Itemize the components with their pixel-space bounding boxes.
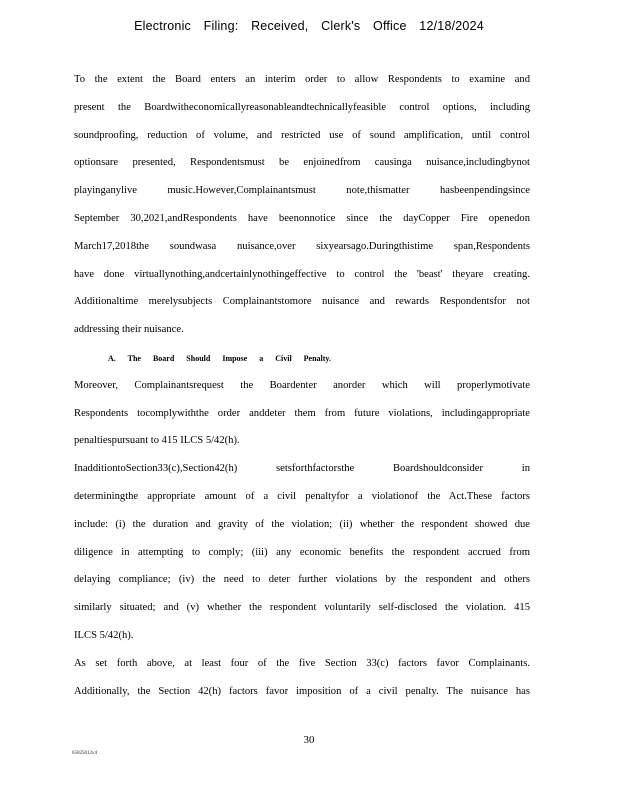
text-line: have done virtuallynothing,andcertainlynothingeffective to control the 'beast' theyare creating. <box>74 268 530 280</box>
text-line: As set forth above, at least four of the five Section 33(c) factors favor Complainants. <box>74 657 530 669</box>
electronic-filing-header: Electronic Filing: Received, Clerk's Office 12/18/2024 <box>134 19 484 33</box>
section-heading: A. The Board Should Impose a Civil Penalty. <box>108 353 331 363</box>
text-line: delaying compliance; (iv) the need to deter further violations by the respondent and others <box>74 574 530 586</box>
text-line: To the extent the Board enters an interim order to allow Respondents to examine and <box>74 74 530 85</box>
text-line: penaltiespursuant to 415 ILCS 5/42(h). <box>74 435 240 447</box>
text-line: similarly situated; and (v) whether the respondent voluntarily self-disclosed the violation. 415 <box>74 602 530 614</box>
text-line: Additionaltime merelysubjects Complainantstomore nuisance and rewards Respondentsfor not <box>74 296 530 308</box>
text-line: optionsare presented, Respondentsmust be enjoinedfrom causinga nuisance,includingbynot <box>74 157 530 169</box>
document-id: 65025012v4 <box>72 751 97 756</box>
text-line: Respondents tocomplywiththe order anddeter them from future violations, includingappropriate <box>74 407 530 419</box>
text-line: addressing their nuisance. <box>74 324 184 336</box>
document-body <box>74 71 530 710</box>
text-line: include: (i) the duration and gravity of the violation; (ii) whether the respondent showed due <box>74 518 530 530</box>
page-number: 30 <box>303 734 315 746</box>
text-line: soundproofing, reduction of volume, and restricted use of sound amplification, until control <box>74 129 530 141</box>
text-line: present the Boardwitheconomicallyreasonableandtechnicallyfeasible control options, including <box>74 101 530 113</box>
text-line: ILCS 5/42(h). <box>74 629 134 641</box>
text-line: September 30,2021,andRespondents have beenonnotice since the dayCopper Fire openedon <box>74 212 530 224</box>
text-line: Moreover, Complainantsrequest the Boardenter anorder which will properlymotivate <box>74 379 530 391</box>
text-line: Additionally, the Section 42(h) factors favor imposition of a civil penalty. The nuisance has <box>74 685 530 697</box>
text-line: InadditiontoSection33(c),Section42(h) setsforthfactorsthe Boardshouldconsider in <box>74 463 530 475</box>
text-line: March17,2018the soundwasa nuisance,over sixyearsago.Duringthistime span,Respondents <box>74 240 530 252</box>
text-line: diligence in attempting to comply; (iii) any economic benefits the respondent accrued from <box>74 546 530 558</box>
text-line: determiningthe appropriate amount of a civil penaltyfor a violationof the Act.These factors <box>74 490 530 502</box>
text-line: playinganylive music.However,Complainantsmust note,thismatter hasbeenpendingsince <box>74 185 530 197</box>
